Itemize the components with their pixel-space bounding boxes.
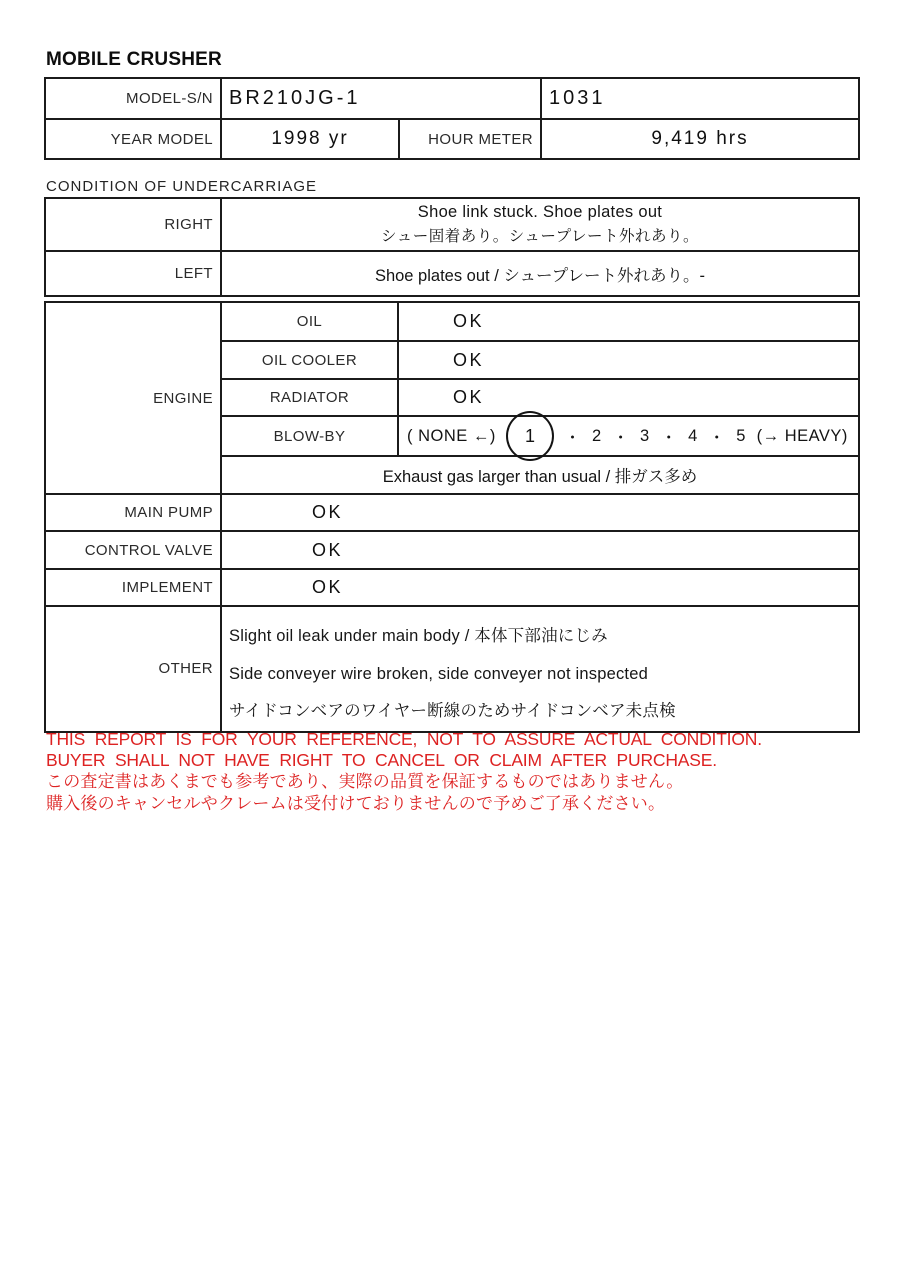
blow-by-scale <box>399 417 858 455</box>
table-row <box>45 119 859 159</box>
year-model-label: YEAR MODEL <box>45 119 221 159</box>
model-value: BR210JG-1 <box>221 78 541 119</box>
oil-label: OIL <box>221 302 398 341</box>
left-label: LEFT <box>45 251 221 296</box>
other-note-3: サイドコンベアのワイヤー断線のためサイドコンベア未点検 <box>229 702 676 720</box>
undercarriage-heading: CONDITION OF UNDERCARRIAGE <box>46 178 318 195</box>
main-pump-value: OK <box>221 494 859 531</box>
disclaimer-line-3: この査定書はあくまでも参考であり、実際の品質を保証するものではありません。 <box>46 772 684 791</box>
serial-value: 1031 <box>541 78 859 119</box>
disclaimer-block <box>46 729 762 814</box>
other-label: OTHER <box>45 606 221 732</box>
disclaimer-line-2: BUYER SHALL NOT HAVE RIGHT TO CANCEL OR CLAIM AFTER PURCHASE. <box>46 750 717 770</box>
main-pump-label: MAIN PUMP <box>45 494 221 531</box>
implement-label: IMPLEMENT <box>45 569 221 606</box>
table-row <box>45 78 859 119</box>
radiator-value: OK <box>398 379 859 416</box>
blow-by-none-label: ( NONE ←) <box>407 426 496 445</box>
machine-info-table <box>44 77 860 160</box>
blow-by-separator: ・ <box>708 429 727 447</box>
blow-by-separator: ・ <box>660 429 678 447</box>
table-row <box>45 606 859 732</box>
other-note-2: Side conveyer wire broken, side conveyer not inspected <box>229 664 648 683</box>
table-row <box>45 531 859 569</box>
radiator-label: RADIATOR <box>221 379 398 416</box>
blow-by-label: BLOW-BY <box>221 416 398 456</box>
blow-by-heavy-label: (→ HEAVY) <box>756 426 848 445</box>
table-row <box>45 569 859 606</box>
left-condition-cell: Shoe plates out / シュープレート外れあり。- <box>221 251 859 296</box>
other-note-1: Slight oil leak under main body / 本体下部油にじみ <box>229 627 608 645</box>
oil-cooler-label: OIL COOLER <box>221 341 398 379</box>
blow-by-level-2: 2 <box>591 426 603 445</box>
table-row <box>45 302 859 341</box>
year-value: 1998 yr <box>221 119 399 159</box>
page-title: MOBILE CRUSHER <box>46 49 222 70</box>
blow-by-selected-circle: 1 <box>506 411 554 461</box>
blow-by-scale-cell <box>398 416 859 456</box>
engine-label: ENGINE <box>45 302 221 494</box>
disclaimer-line-1: THIS REPORT IS FOR YOUR REFERENCE, NOT TO ASSURE ACTUAL CONDITION. <box>46 729 762 749</box>
control-valve-label: CONTROL VALVE <box>45 531 221 569</box>
undercarriage-table <box>44 197 860 297</box>
blow-by-level-3: 3 <box>640 426 651 445</box>
right-condition-ja: シュー固着あり。シュープレート外れあり。 <box>381 228 699 245</box>
control-valve-value: OK <box>221 531 859 569</box>
right-condition-cell <box>221 198 859 251</box>
condition-table <box>44 301 860 733</box>
implement-value: OK <box>221 569 859 606</box>
exhaust-note: Exhaust gas larger than usual / 排ガス多め <box>221 456 859 494</box>
model-sn-label: MODEL-S/N <box>45 78 221 119</box>
disclaimer-line-4: 購入後のキャンセルやクレームは受付けておりませんので予めご了承ください。 <box>46 793 666 813</box>
oil-value: OK <box>398 302 859 341</box>
table-row <box>45 198 859 251</box>
table-row <box>45 251 859 296</box>
table-row <box>45 494 859 531</box>
blow-by-level-4: 4 <box>688 426 699 445</box>
other-notes-cell <box>221 606 859 732</box>
hour-meter-label: HOUR METER <box>399 119 541 159</box>
right-label: RIGHT <box>45 198 221 251</box>
blow-by-separator: ・ <box>564 429 582 447</box>
blow-by-level-5: 5 <box>736 426 747 445</box>
hour-meter-value: 9,419 hrs <box>541 119 859 159</box>
blow-by-separator: ・ <box>612 429 630 447</box>
oil-cooler-value: OK <box>398 341 859 379</box>
right-condition-en: Shoe link stuck. Shoe plates out <box>417 203 663 221</box>
